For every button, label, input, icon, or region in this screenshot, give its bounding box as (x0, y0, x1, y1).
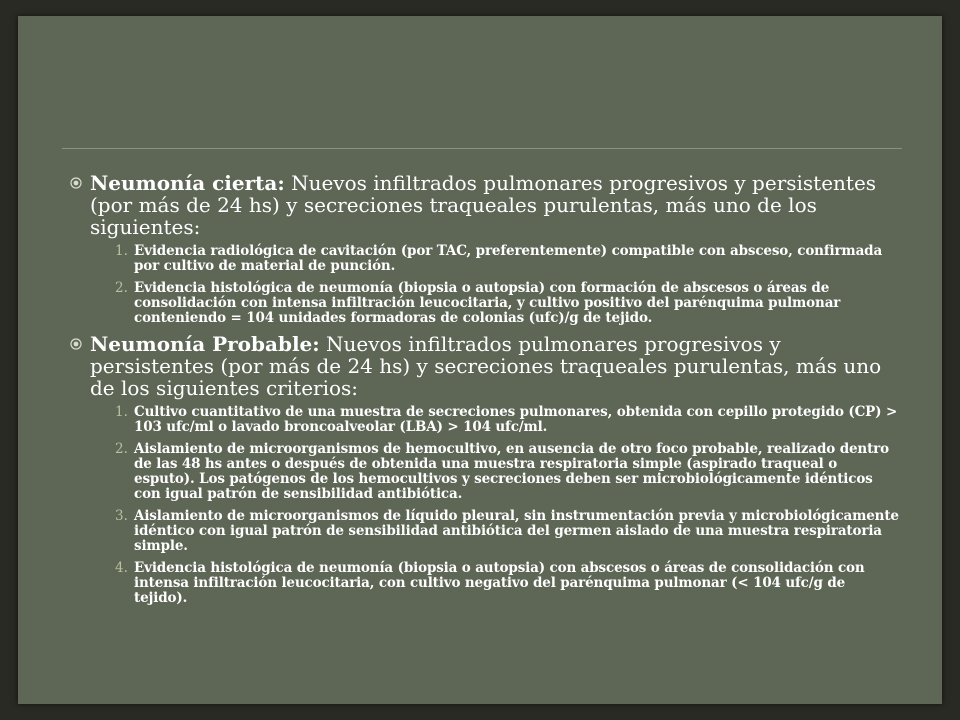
sub-criterion (115, 404, 910, 435)
criteria-description: Nuevos infiltrados pulmonares progresivos y persistentes (por más de 24 hs) y secreciones traqueales purulentas, más uno de los siguientes: (90, 171, 877, 239)
sub-criterion-text: Aislamiento de microorganismos de hemocultivo, en ausencia de otro foco probable, realizado dentro de las 48 hs antes o después de obtenida una muestra respiratoria simple (aspirado traqueal o esputo). Los patógenos de los hemocultivos y secreciones deben ser microbiológicamente idénticos con igual patrón de sensibilidad antibiótica. (134, 441, 889, 502)
sub-criterion-number: 4. (115, 560, 128, 576)
criteria-description: Nuevos infiltrados pulmonares progresivos y persistentes (por más de 24 hs) y secreciones traqueales purulentas, más uno de los siguientes criterios: (90, 332, 882, 400)
sub-criterion (115, 508, 910, 554)
sub-criterion-text: Evidencia histológica de neumonía (biopsia o autopsia) con formación de abscesos o áreas de consolidación con intensa infiltración leucocitaria, y cultivo positivo del parénquima pulmonar conteniendo = 104 unidades formadoras de colonias (ufc)/g de tejido. (134, 280, 841, 326)
sub-criterion-text: Aislamiento de microorganismos de líquido pleural, sin instrumentación previa y microbiológicamente idéntico con igual patrón de sensibilidad antibiótica del germen aislado de una muestra respiratoria simple. (134, 508, 899, 554)
sub-criterion (115, 243, 910, 274)
criteria-item-certain (70, 172, 910, 326)
criteria-sublist (90, 405, 910, 606)
criteria-item-probable (70, 333, 910, 606)
target-bullet-icon (70, 177, 82, 189)
sub-criterion (115, 280, 910, 326)
sub-criterion-number: 2. (115, 441, 128, 457)
sub-criterion-number: 2. (115, 280, 128, 296)
target-bullet-icon (70, 338, 82, 350)
slide-content (70, 172, 910, 613)
sub-criterion (115, 560, 910, 606)
sub-criterion (115, 441, 910, 502)
sub-criterion-number: 1. (115, 404, 128, 420)
criteria-heading: Neumonía Probable: (90, 332, 320, 356)
criteria-text (90, 172, 910, 238)
sub-criterion-text: Evidencia histológica de neumonía (biopsia o autopsia) con abscesos o áreas de consolidación con intensa infiltración leucocitaria, con cultivo negativo del parénquima pulmonar (< 104 ufc/g de tejido). (134, 560, 865, 606)
title-divider (62, 148, 902, 149)
criteria-heading: Neumonía cierta: (90, 171, 285, 195)
criteria-sublist (90, 244, 910, 326)
sub-criterion-text: Cultivo cuantitativo de una muestra de secreciones pulmonares, obtenida con cepillo protegido (CP) > 103 ufc/ml o lavado broncoalveolar (LBA) > 104 ufc/ml. (134, 404, 898, 435)
sub-criterion-number: 3. (115, 508, 128, 524)
sub-criterion-text: Evidencia radiológica de cavitación (por TAC, preferentemente) compatible con absceso, confirmada por cultivo de material de punción. (134, 243, 883, 274)
sub-criterion-number: 1. (115, 243, 128, 259)
criteria-text (90, 333, 910, 399)
